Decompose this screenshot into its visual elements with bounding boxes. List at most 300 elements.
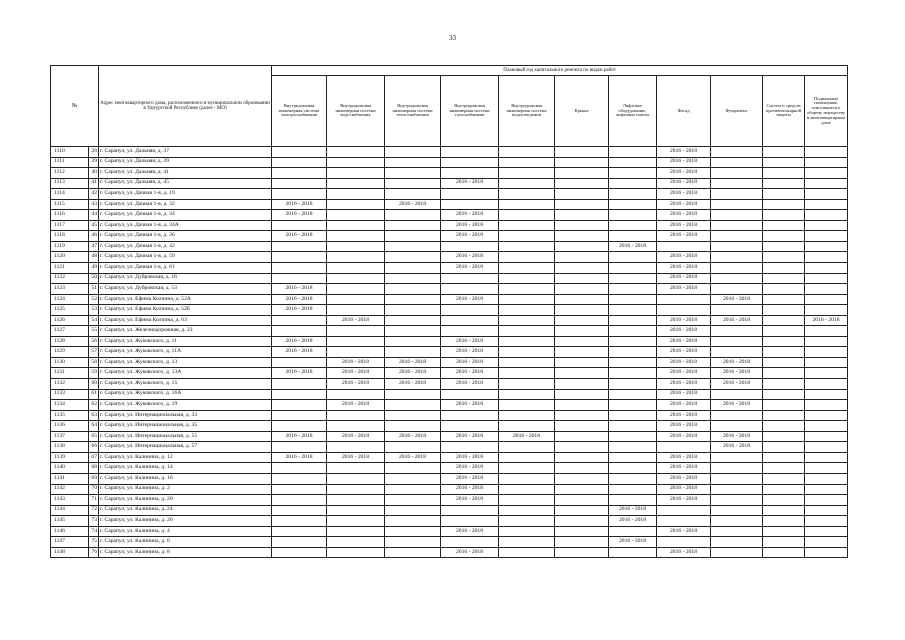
row-period-cell: [711, 199, 763, 210]
row-period-cell: [555, 400, 609, 411]
row-period-cell: [385, 252, 441, 263]
row-address: г. Сарапул, ул. Дачная 1-я, д. 61: [99, 263, 272, 274]
row-period-cell: [327, 189, 385, 200]
row-id: 1115: [51, 199, 89, 210]
row-period-cell: [499, 220, 555, 231]
column-header-number: №: [51, 66, 99, 147]
row-id: 1132: [51, 379, 89, 390]
row-period-cell: [499, 231, 555, 242]
row-period-cell: 2016 - 2018: [657, 199, 711, 210]
table-row: [51, 252, 848, 263]
row-period-cell: [385, 263, 441, 274]
row-period-cell: [441, 199, 499, 210]
row-id: 1120: [51, 252, 89, 263]
row-id: 1135: [51, 410, 89, 421]
row-local-number: 40: [89, 168, 99, 179]
row-period-cell: 2016 - 2018: [385, 199, 441, 210]
row-period-cell: [327, 178, 385, 189]
row-period-cell: [327, 231, 385, 242]
table-row: [51, 273, 848, 284]
row-period-cell: [609, 473, 657, 484]
row-address: г. Сарапул, ул. Калинина, д. 24: [99, 505, 272, 516]
row-period-cell: [805, 410, 848, 421]
row-period-cell: [385, 147, 441, 158]
row-period-cell: [499, 505, 555, 516]
row-period-cell: [499, 284, 555, 295]
row-period-cell: 2016 - 2018: [327, 357, 385, 368]
row-id: 1114: [51, 189, 89, 200]
row-period-cell: 2016 - 2018: [272, 210, 327, 221]
row-period-cell: [805, 336, 848, 347]
row-period-cell: [805, 463, 848, 474]
capital-repair-table: [50, 65, 848, 558]
row-period-cell: [805, 220, 848, 231]
row-period-cell: [499, 252, 555, 263]
row-period-cell: [327, 252, 385, 263]
row-period-cell: [763, 547, 805, 558]
row-period-cell: [272, 495, 327, 506]
row-period-cell: [385, 178, 441, 189]
row-period-cell: [711, 284, 763, 295]
row-period-cell: 2016 - 2018: [327, 400, 385, 411]
row-period-cell: 2016 - 2018: [441, 473, 499, 484]
row-period-cell: 2016 - 2018: [657, 347, 711, 358]
table-row: [51, 347, 848, 358]
row-local-number: 46: [89, 231, 99, 242]
column-header-worktype: Фундамент: [711, 76, 763, 147]
row-period-cell: [385, 347, 441, 358]
row-address: г. Сарапул, ул. Дальняя, д. 45: [99, 178, 272, 189]
row-id: 1110: [51, 147, 89, 158]
row-period-cell: [609, 452, 657, 463]
row-period-cell: 2016 - 2018: [272, 347, 327, 358]
row-period-cell: [327, 336, 385, 347]
table-row: [51, 294, 848, 305]
row-period-cell: [327, 505, 385, 516]
column-header-worktype: Внутридомовая инженерная система газоснабжения: [441, 76, 499, 147]
row-period-cell: [327, 347, 385, 358]
row-period-cell: [555, 410, 609, 421]
row-period-cell: [499, 241, 555, 252]
row-period-cell: [272, 241, 327, 252]
row-address: г. Сарапул, ул. Дачная 1-я, д. 32: [99, 199, 272, 210]
row-period-cell: 2016 - 2018: [385, 357, 441, 368]
row-period-cell: [609, 178, 657, 189]
row-period-cell: 2016 - 2018: [441, 294, 499, 305]
row-period-cell: [327, 220, 385, 231]
row-address: г. Сарапул, ул. Дачная 1-я, д. 36: [99, 231, 272, 242]
row-period-cell: [555, 263, 609, 274]
row-period-cell: [609, 368, 657, 379]
column-header-worktype: Систем и средств противопожарной защиты: [763, 76, 805, 147]
row-period-cell: [609, 526, 657, 537]
table-row: [51, 241, 848, 252]
row-period-cell: [711, 452, 763, 463]
row-period-cell: [272, 273, 327, 284]
row-period-cell: [711, 495, 763, 506]
row-period-cell: [609, 189, 657, 200]
row-period-cell: [763, 400, 805, 411]
row-period-cell: [499, 178, 555, 189]
column-header-worktype: Внутридомовая инженерная система теплоснабжения: [385, 76, 441, 147]
row-period-cell: [657, 505, 711, 516]
row-period-cell: [385, 294, 441, 305]
row-address: г. Сарапул, ул. Дальняя, д. 41: [99, 168, 272, 179]
row-period-cell: 2016 - 2018: [657, 168, 711, 179]
row-period-cell: [441, 410, 499, 421]
row-period-cell: 2016 - 2018: [272, 452, 327, 463]
row-period-cell: [327, 199, 385, 210]
row-period-cell: 2016 - 2018: [441, 526, 499, 537]
row-period-cell: 2016 - 2018: [657, 210, 711, 221]
row-period-cell: 2016 - 2018: [385, 431, 441, 442]
row-period-cell: [555, 336, 609, 347]
row-period-cell: [805, 189, 848, 200]
row-period-cell: [441, 189, 499, 200]
row-period-cell: [711, 252, 763, 263]
row-period-cell: [805, 431, 848, 442]
row-period-cell: [711, 220, 763, 231]
row-period-cell: 2016 - 2018: [441, 231, 499, 242]
row-period-cell: [609, 168, 657, 179]
row-period-cell: [711, 147, 763, 158]
row-period-cell: [763, 526, 805, 537]
row-period-cell: [805, 484, 848, 495]
row-period-cell: [805, 547, 848, 558]
row-period-cell: [555, 168, 609, 179]
row-local-number: 42: [89, 189, 99, 200]
row-local-number: 67: [89, 452, 99, 463]
row-period-cell: [711, 347, 763, 358]
row-local-number: 55: [89, 326, 99, 337]
row-period-cell: [763, 484, 805, 495]
row-period-cell: 2016 - 2018: [657, 326, 711, 337]
row-period-cell: [499, 273, 555, 284]
row-period-cell: [385, 189, 441, 200]
row-period-cell: 2016 - 2018: [272, 305, 327, 316]
row-period-cell: [555, 547, 609, 558]
row-period-cell: [711, 463, 763, 474]
row-period-cell: [609, 220, 657, 231]
row-period-cell: [805, 284, 848, 295]
row-local-number: 59: [89, 368, 99, 379]
row-period-cell: [272, 526, 327, 537]
row-period-cell: [385, 273, 441, 284]
row-address: г. Сарапул, ул. Дачная 1-я, д. 34А: [99, 220, 272, 231]
row-local-number: 39: [89, 157, 99, 168]
row-address: г. Сарапул, ул. Жуковского, д. 13А: [99, 368, 272, 379]
row-local-number: 64: [89, 421, 99, 432]
row-address: г. Сарапул, ул. Дачная 1-я, д. 34: [99, 210, 272, 221]
table-row: [51, 505, 848, 516]
row-period-cell: [711, 189, 763, 200]
row-period-cell: 2016 - 2018: [657, 178, 711, 189]
row-period-cell: [609, 315, 657, 326]
row-period-cell: [555, 431, 609, 442]
row-period-cell: [763, 231, 805, 242]
row-period-cell: 2016 - 2018: [657, 452, 711, 463]
row-period-cell: [499, 547, 555, 558]
row-local-number: 70: [89, 484, 99, 495]
row-period-cell: [555, 347, 609, 358]
row-period-cell: [555, 284, 609, 295]
row-local-number: 57: [89, 347, 99, 358]
row-period-cell: [499, 516, 555, 527]
row-address: г. Сарапул, ул. Калинина, д. 20: [99, 495, 272, 506]
table-row: [51, 442, 848, 453]
row-local-number: 62: [89, 400, 99, 411]
row-period-cell: [555, 305, 609, 316]
row-period-cell: [499, 452, 555, 463]
row-address: г. Сарапул, ул. Ефима Колчина, д. 52Б: [99, 305, 272, 316]
row-period-cell: [609, 273, 657, 284]
row-period-cell: [555, 421, 609, 432]
row-period-cell: [805, 495, 848, 506]
row-local-number: 49: [89, 263, 99, 274]
row-period-cell: [763, 368, 805, 379]
row-period-cell: [763, 199, 805, 210]
row-period-cell: [499, 537, 555, 548]
row-local-number: 65: [89, 431, 99, 442]
row-address: г. Сарапул, ул. Интернациональная, д. 35: [99, 421, 272, 432]
row-period-cell: 2016 - 2018: [385, 379, 441, 390]
row-period-cell: [609, 463, 657, 474]
row-period-cell: [499, 305, 555, 316]
row-period-cell: 2016 - 2018: [441, 379, 499, 390]
row-period-cell: [555, 294, 609, 305]
row-period-cell: [609, 210, 657, 221]
row-period-cell: [763, 357, 805, 368]
row-period-cell: [805, 273, 848, 284]
row-period-cell: [385, 389, 441, 400]
row-period-cell: [441, 537, 499, 548]
row-period-cell: [327, 241, 385, 252]
row-period-cell: 2016 - 2018: [441, 210, 499, 221]
row-period-cell: 2016 - 2018: [441, 336, 499, 347]
table-row: [51, 547, 848, 558]
row-period-cell: [327, 537, 385, 548]
row-period-cell: 2016 - 2018: [657, 231, 711, 242]
table-row: [51, 484, 848, 495]
row-period-cell: [499, 389, 555, 400]
table-row: [51, 389, 848, 400]
row-address: г. Сарапул, ул. Жуковского, д. 16А: [99, 389, 272, 400]
row-period-cell: [763, 220, 805, 231]
row-period-cell: [272, 484, 327, 495]
row-period-cell: [499, 357, 555, 368]
row-id: 1139: [51, 452, 89, 463]
row-period-cell: [711, 273, 763, 284]
row-period-cell: [499, 168, 555, 179]
row-period-cell: [805, 231, 848, 242]
row-address: г. Сарапул, ул. Жуковского, д. 11А: [99, 347, 272, 358]
row-period-cell: [499, 400, 555, 411]
table-row: [51, 526, 848, 537]
table-row: [51, 368, 848, 379]
row-period-cell: [441, 389, 499, 400]
row-period-cell: [805, 368, 848, 379]
row-id: 1125: [51, 305, 89, 316]
table-row: [51, 463, 848, 474]
table-row: [51, 199, 848, 210]
row-period-cell: 2016 - 2018: [657, 357, 711, 368]
row-period-cell: [711, 305, 763, 316]
row-period-cell: [272, 421, 327, 432]
table-row: [51, 326, 848, 337]
row-period-cell: [385, 168, 441, 179]
row-period-cell: [805, 505, 848, 516]
row-period-cell: [657, 241, 711, 252]
row-period-cell: [805, 294, 848, 305]
row-period-cell: [609, 357, 657, 368]
row-period-cell: [711, 231, 763, 242]
row-period-cell: 2016 - 2018: [272, 336, 327, 347]
table-header: [51, 66, 848, 147]
row-period-cell: [805, 347, 848, 358]
row-period-cell: [385, 400, 441, 411]
row-id: 1116: [51, 210, 89, 221]
table-row: [51, 147, 848, 158]
row-period-cell: [327, 547, 385, 558]
row-period-cell: [555, 463, 609, 474]
row-period-cell: [499, 484, 555, 495]
row-id: 1136: [51, 421, 89, 432]
table-row: [51, 305, 848, 316]
row-period-cell: [711, 336, 763, 347]
row-period-cell: [763, 178, 805, 189]
row-period-cell: 2016 - 2018: [657, 368, 711, 379]
row-period-cell: [763, 305, 805, 316]
row-period-cell: [499, 495, 555, 506]
row-period-cell: [385, 516, 441, 527]
row-address: г. Сарапул, ул. Дубровская, д. 16: [99, 273, 272, 284]
row-period-cell: [609, 199, 657, 210]
row-period-cell: [272, 442, 327, 453]
row-id: 1141: [51, 473, 89, 484]
row-period-cell: [711, 210, 763, 221]
table-row: [51, 168, 848, 179]
table-row: [51, 537, 848, 548]
row-id: 1118: [51, 231, 89, 242]
row-period-cell: 2016 - 2018: [272, 431, 327, 442]
row-period-cell: [763, 452, 805, 463]
row-period-cell: [711, 326, 763, 337]
row-period-cell: [555, 326, 609, 337]
row-period-cell: [327, 305, 385, 316]
row-period-cell: [763, 147, 805, 158]
row-period-cell: [805, 178, 848, 189]
row-local-number: 54: [89, 315, 99, 326]
row-address: г. Сарапул, ул. Калинина, д. 12: [99, 452, 272, 463]
row-local-number: 68: [89, 463, 99, 474]
row-period-cell: [609, 252, 657, 263]
row-period-cell: [657, 442, 711, 453]
row-period-cell: [609, 157, 657, 168]
row-period-cell: [441, 157, 499, 168]
row-period-cell: [763, 495, 805, 506]
row-local-number: 63: [89, 410, 99, 421]
row-period-cell: [327, 147, 385, 158]
column-header-worktype: Фасад: [657, 76, 711, 147]
row-id: 1127: [51, 326, 89, 337]
row-id: 1146: [51, 526, 89, 537]
row-period-cell: [805, 357, 848, 368]
planned-year-header: Плановый год капитального ремонта по видам работ: [272, 66, 848, 76]
row-address: г. Сарапул, ул. Интернациональная, д. 55: [99, 431, 272, 442]
row-period-cell: [805, 389, 848, 400]
row-period-cell: [763, 189, 805, 200]
row-period-cell: [763, 168, 805, 179]
row-period-cell: [555, 231, 609, 242]
row-address: г. Сарапул, ул. Калинина, д. 8: [99, 547, 272, 558]
row-period-cell: [385, 241, 441, 252]
row-period-cell: [805, 473, 848, 484]
row-id: 1122: [51, 273, 89, 284]
row-local-number: 61: [89, 389, 99, 400]
row-period-cell: [555, 442, 609, 453]
row-id: 1119: [51, 241, 89, 252]
row-period-cell: [711, 547, 763, 558]
row-period-cell: [555, 220, 609, 231]
row-id: 1143: [51, 495, 89, 506]
row-period-cell: [609, 231, 657, 242]
row-period-cell: [763, 442, 805, 453]
row-period-cell: [385, 305, 441, 316]
row-address: г. Сарапул, ул. Дачная 1-я, д. 19: [99, 189, 272, 200]
row-period-cell: 2016 - 2018: [711, 368, 763, 379]
row-period-cell: [499, 315, 555, 326]
row-period-cell: [441, 315, 499, 326]
table-body: [51, 147, 848, 558]
row-period-cell: [499, 368, 555, 379]
row-period-cell: [272, 537, 327, 548]
table-row: [51, 315, 848, 326]
row-period-cell: [609, 326, 657, 337]
row-period-cell: [272, 157, 327, 168]
row-period-cell: [763, 463, 805, 474]
row-period-cell: [385, 537, 441, 548]
table-row: [51, 284, 848, 295]
row-period-cell: [499, 442, 555, 453]
row-period-cell: [805, 210, 848, 221]
row-period-cell: 2016 - 2018: [441, 347, 499, 358]
row-period-cell: 2016 - 2018: [609, 516, 657, 527]
row-period-cell: [763, 294, 805, 305]
row-period-cell: [555, 199, 609, 210]
row-period-cell: [385, 495, 441, 506]
table-row: [51, 357, 848, 368]
row-period-cell: [609, 336, 657, 347]
row-address: г. Сарапул, ул. Калинина, д. 4: [99, 526, 272, 537]
row-period-cell: [499, 421, 555, 432]
row-period-cell: [711, 526, 763, 537]
row-period-cell: 2016 - 2018: [441, 547, 499, 558]
row-period-cell: [385, 484, 441, 495]
row-period-cell: [555, 484, 609, 495]
row-period-cell: 2016 - 2018: [609, 505, 657, 516]
row-period-cell: [805, 199, 848, 210]
row-period-cell: [763, 516, 805, 527]
row-period-cell: [272, 252, 327, 263]
row-period-cell: 2016 - 2018: [441, 368, 499, 379]
row-id: 1137: [51, 431, 89, 442]
column-header-worktype: Подвальные помещения, относящиеся к общему имуществу в многоквартирном доме: [805, 76, 848, 147]
row-period-cell: 2016 - 2018: [657, 400, 711, 411]
row-period-cell: [555, 189, 609, 200]
row-period-cell: 2016 - 2018: [657, 189, 711, 200]
row-period-cell: [555, 379, 609, 390]
row-period-cell: [763, 421, 805, 432]
